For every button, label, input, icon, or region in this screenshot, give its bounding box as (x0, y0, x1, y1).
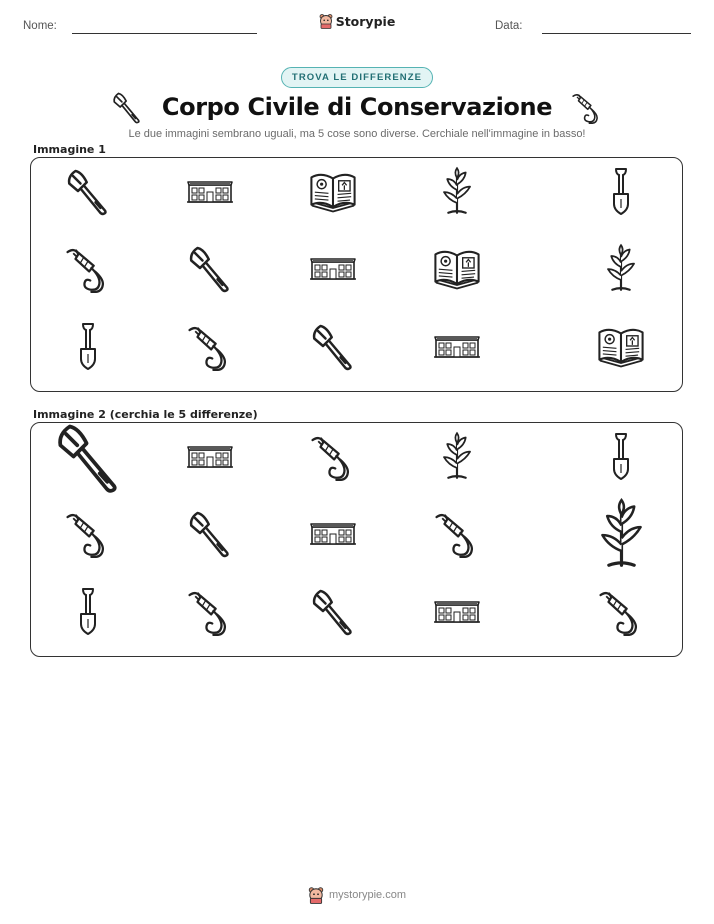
axe-icon (185, 508, 235, 558)
hose-icon (308, 431, 358, 481)
page-title: Corpo Civile di Conservazione (161, 93, 553, 121)
building-icon (185, 166, 235, 216)
hose-icon (63, 508, 113, 558)
hose-icon (63, 243, 113, 293)
hose-icon (185, 321, 235, 371)
grid-cell-building-icon (308, 243, 358, 293)
book-icon (308, 166, 358, 216)
image1-label: Immagine 1 (33, 143, 106, 156)
shovel-icon (596, 431, 646, 481)
grid-cell-building-icon[interactable] (432, 586, 482, 636)
grid-cell-seedling-icon[interactable] (585, 497, 658, 570)
title-axe-icon (110, 90, 144, 124)
grid-cell-axe-icon[interactable] (185, 508, 235, 558)
book-icon (596, 321, 646, 371)
hose-icon (185, 586, 235, 636)
instructions: Le due immagini sembrano uguali, ma 5 cose sono diverse. Cerchiale nell'immagine in basso! (128, 128, 586, 140)
axe-icon (51, 419, 126, 494)
grid-cell-book-icon (596, 321, 646, 371)
book-icon (432, 243, 482, 293)
building-icon (432, 321, 482, 371)
shovel-icon (63, 586, 113, 636)
name-label: Nome: (23, 20, 57, 32)
title-row (0, 90, 714, 124)
footer-logo-icon (308, 886, 324, 904)
date-label: Data: (495, 20, 523, 32)
grid-cell-axe-icon[interactable] (51, 419, 126, 494)
badge-wrap (0, 67, 714, 88)
storypie-logo-icon (319, 13, 333, 29)
grid-cell-seedling-icon[interactable] (432, 431, 482, 481)
seedling-icon (432, 431, 482, 481)
hose-icon (432, 508, 482, 558)
image2-label: Immagine 2 (cerchia le 5 differenze) (33, 408, 258, 421)
axe-icon (308, 321, 358, 371)
axe-icon (185, 243, 235, 293)
footer-url[interactable]: mystorypie.com (328, 889, 407, 901)
image2-panel[interactable] (30, 422, 683, 657)
grid-cell-axe-icon (63, 166, 113, 216)
grid-cell-shovel-icon (596, 166, 646, 216)
grid-cell-building-icon (185, 166, 235, 216)
grid-cell-hose-icon[interactable] (185, 586, 235, 636)
axe-icon (308, 586, 358, 636)
grid-cell-hose-icon (185, 321, 235, 371)
grid-cell-shovel-icon (63, 321, 113, 371)
building-icon (185, 431, 235, 481)
grid-cell-book-icon (432, 243, 482, 293)
grid-cell-hose-icon[interactable] (308, 431, 358, 481)
grid-cell-building-icon[interactable] (308, 508, 358, 558)
grid-cell-seedling-icon (596, 243, 646, 293)
grid-cell-hose-icon[interactable] (432, 508, 482, 558)
grid-cell-axe-icon (185, 243, 235, 293)
axe-icon (63, 166, 113, 216)
shovel-icon (596, 166, 646, 216)
building-icon (432, 586, 482, 636)
hose-icon (596, 586, 646, 636)
grid-cell-hose-icon[interactable] (596, 586, 646, 636)
grid-cell-axe-icon (308, 321, 358, 371)
grid-cell-shovel-icon[interactable] (63, 586, 113, 636)
brand-name: Storypie (335, 13, 396, 29)
grid-cell-hose-icon[interactable] (63, 508, 113, 558)
seedling-icon (596, 243, 646, 293)
building-icon (308, 508, 358, 558)
grid-cell-axe-icon[interactable] (308, 586, 358, 636)
shovel-icon (63, 321, 113, 371)
seedling-icon (585, 497, 658, 570)
date-line[interactable] (542, 33, 691, 34)
footer (0, 886, 714, 909)
activity-badge: TROVA LE DIFFERENZE (281, 67, 433, 88)
grid-cell-building-icon (432, 321, 482, 371)
brand (0, 13, 714, 34)
grid-cell-seedling-icon (432, 166, 482, 216)
grid-cell-shovel-icon[interactable] (596, 431, 646, 481)
building-icon (308, 243, 358, 293)
image1-panel (30, 157, 683, 392)
seedling-icon (432, 166, 482, 216)
grid-cell-building-icon[interactable] (185, 431, 235, 481)
grid-cell-hose-icon (63, 243, 113, 293)
grid-cell-book-icon (308, 166, 358, 216)
title-hose-icon (570, 90, 604, 124)
